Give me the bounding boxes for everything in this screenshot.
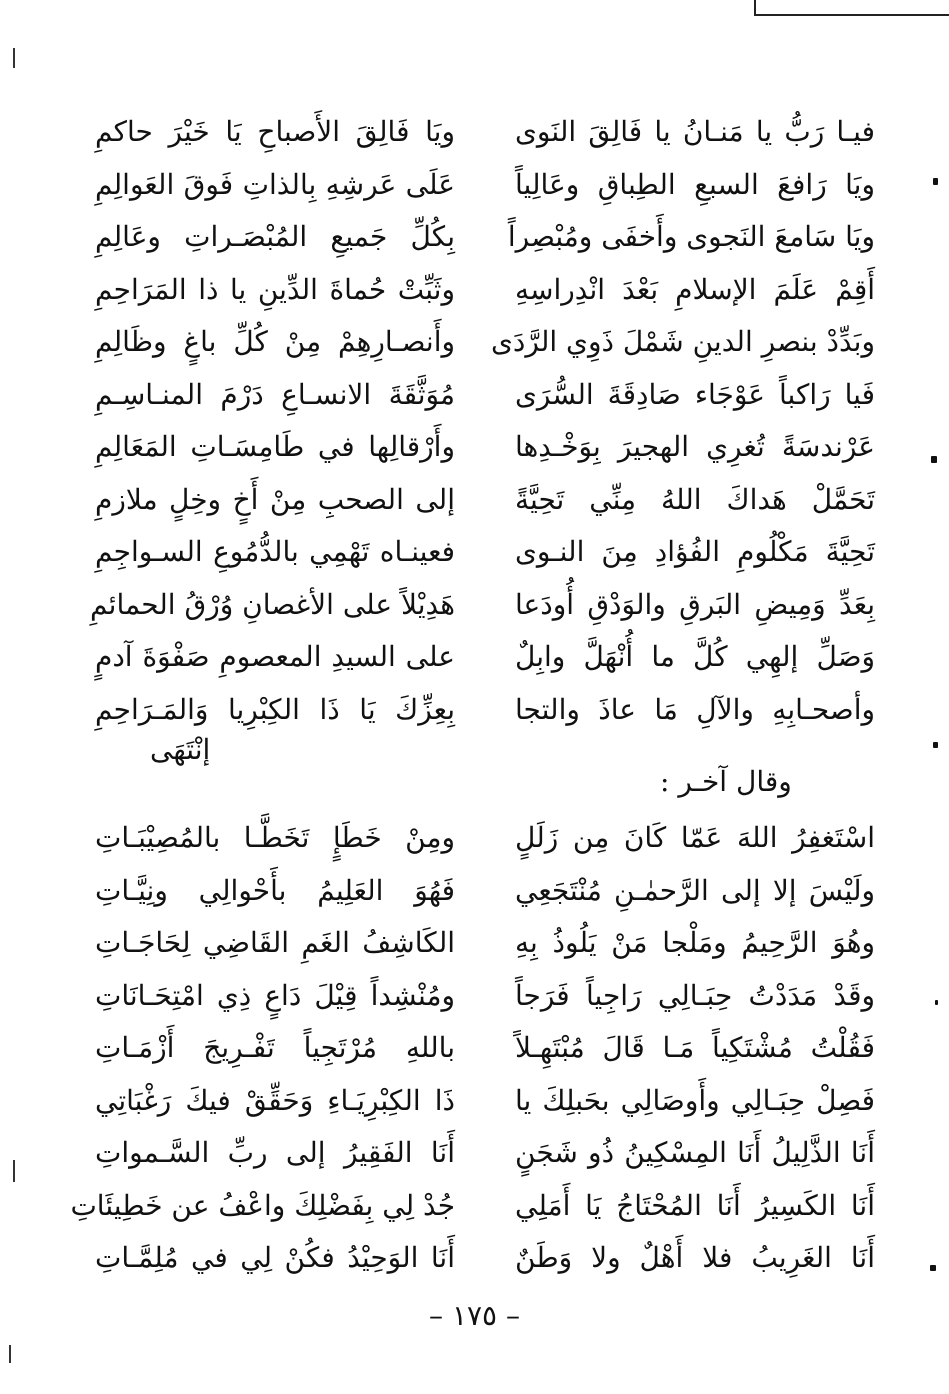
verse-line: [95, 970, 875, 1023]
verse-left-hemistich: وثَبِّتْ حُماةَ الدِّينِ يا ذا المَرَاحِمِ: [95, 272, 455, 306]
verse-left-hemistich: ويَا فَالِقَ الأَصباحِ يَا خَيْرَ حاكمِ: [95, 115, 455, 148]
verse-line: [95, 316, 875, 369]
verse-left-hemistich: أَنَا الفَقِيرُ إلى ربِّ السَّـمواتِ: [95, 1136, 455, 1169]
verse-line: [95, 264, 875, 317]
margin-tick: [9, 1345, 11, 1363]
end-marker: إنْتَهَى: [150, 733, 211, 766]
verse-left-hemistich: ذَا الكِبْرِيَـاءِ وَحَقِّقْ فيكَ رَغْبَاتِي: [95, 1083, 455, 1117]
page-number: – ١٧٥ –: [429, 1299, 520, 1332]
verse-right-hemistich: فيـا رَبُّ يا مَنـانُ يا فَالِقَ النَوى: [515, 115, 875, 148]
verse-left-hemistich: جُدْ لِي بِفَضْلِكَ واعْفُ عن خَطِيئَاتِ: [70, 1188, 455, 1222]
verse-left-hemistich: بِكُلِّ جَميعِ المُبْصَـراتِ وعَالِمِ: [95, 220, 455, 253]
verse-line: [95, 631, 875, 684]
verse-line: [95, 1022, 875, 1075]
verse-right-hemistich: وبَدِّدْ بنصرِ الدينِ شَمْلَ ذَوِي الرَّدَى: [491, 325, 875, 358]
verse-right-hemistich: اسْتَغفِرُ اللهَ عَمّا كَانَ مِن زَلَلٍ: [515, 821, 875, 854]
verse-line: [95, 159, 875, 212]
verse-line: [95, 474, 875, 527]
verse-left-hemistich: وأَرْقالِها في طَامِسَـاتِ المَعَالِمِ: [95, 430, 455, 463]
verse-right-hemistich: ويَا رَافعَ السبعِ الطِباقِ وعَالِياً: [515, 167, 875, 201]
verse-left-hemistich: باللهِ مُرْتَجِياً تَفْـرِيجَ أَزْمَـاتِ: [95, 1031, 455, 1064]
verse-left-hemistich: بِعِزِّكَ يَا ذَا الكِبْرِيا وَالمَـرَاحِمِ: [95, 692, 455, 726]
verse-right-hemistich: فَقُلْتُ مُشْتَكِياً مَـا قَالَ مُبْتَهِـلاً: [515, 1031, 875, 1064]
verse-line: [90, 579, 875, 632]
verse-right-hemistich: تَحَمَّلْ هَداكَ اللهُ مِنِّي تَحِيَّةً: [515, 482, 875, 516]
verse-left-hemistich: الكَاشِفُ الغَمِ القَاضِي لِحَاجَـاتِ: [95, 926, 455, 959]
margin-dot: [933, 178, 938, 185]
verse-right-hemistich: أَنَا الغَرِيبُ فلا أَهْلٌ ولا وَطَنٌ: [515, 1241, 875, 1274]
verse-line: [95, 917, 875, 970]
verse-left-hemistich: فَهُوَ العَلِيمُ بأَحْوالِي ونِيَّـاتِ: [95, 873, 455, 907]
verse-line: [70, 1180, 875, 1233]
verse-right-hemistich: أَنَا الذَّلِيلُ أَنَا المِسْكِينُ ذُو شَجَنٍ: [515, 1136, 875, 1169]
verse-right-hemistich: وهُوَ الرَّحِيمُ ومَلْجا مَنْ يَلُوذُ بِهِ: [515, 926, 875, 959]
verse-right-hemistich: عَرْندسَةً تُغرِي الهجيرَ بِوَخْـدِها: [515, 430, 875, 463]
verse-left-hemistich: مُوَثَّقَةَ الانسـاعِ دَرْمَ المنـاسِـمِ: [95, 377, 455, 411]
verse-line: [95, 211, 875, 264]
verse-line: [95, 526, 875, 579]
verse-right-hemistich: أَنَا الكَسِيرُ أَنَا المُحْتَاجُ يَا أَمَلِي: [515, 1188, 875, 1222]
verse-right-hemistich: وأصحـابِهِ والآلِ مَا عاذَ والتجا: [515, 692, 875, 726]
verse-right-hemistich: فَيا رَاكباً عَوْجَاء صَادِقَةَ السُّرَى: [515, 377, 875, 411]
verse-right-hemistich: بِعَدِّ وَمِيضِ البَرقِ والوَدْقِ أُودَعا: [515, 587, 875, 621]
poem-second: [70, 812, 875, 1285]
margin-tick: [13, 48, 15, 68]
verse-right-hemistich: وقَدْ مَدَدْتُ حِبَـالِي رَاجِياً فَرَجاً: [515, 978, 875, 1012]
verse-left-hemistich: هَدِيْلاً على الأغصانِ وُرْقُ الحمائمِ: [90, 587, 455, 621]
verse-right-hemistich: أَقِمْ عَلَمَ الإسلامِ بَعْدَ انْدِراسِهِ: [515, 272, 875, 306]
verse-right-hemistich: ويَا سَامعَ النَجوى وأَخفَى ومُبْصِراً: [507, 220, 875, 253]
margin-tick: [13, 1160, 15, 1182]
verse-line: [95, 1075, 875, 1128]
margin-dot: [935, 1000, 938, 1005]
verse-left-hemistich: إلى الصحبِ مِنْ أَخٍ وخِلٍ ملازمِ: [95, 482, 455, 516]
verse-left-hemistich: ومُنْشِداً قِيْلَ دَاعٍ ذِي امْتِحَـانَاتِ: [95, 978, 455, 1012]
verse-left-hemistich: فعينـاه تَهْمِي بالدُّمُوعِ السـواجِمِ: [95, 535, 455, 568]
verse-left-hemistich: عَلَى عَرشِهِ بِالذاتِ فَوقَ العَوالِمِ: [95, 167, 455, 201]
verse-left-hemistich: ومِنْ خَطَإٍ تَخَطَّـا بالمُصِيْبَـاتِ: [95, 821, 455, 854]
verse-left-hemistich: على السيدِ المعصومِ صَفْوَةَ آدمٍ: [95, 640, 455, 673]
page-frame-corner: [754, 0, 949, 16]
verse-right-hemistich: ولَيْسَ إلا إلى الرَّحمٰـنِ مُنْتَجَعِي: [515, 873, 875, 907]
verse-line: [95, 1232, 875, 1285]
verse-line: [95, 421, 875, 474]
margin-dot: [933, 742, 938, 748]
verse-right-hemistich: وَصَلِّ إلهِي كُلَّ ما أُنْهَلَّ وابِلٌ: [515, 640, 875, 673]
verse-line: [95, 684, 875, 737]
verse-right-hemistich: فَصِلْ حِبَـالِي وأَوصَالِي بحَبلِكَ يا: [515, 1083, 875, 1117]
verse-line: [95, 106, 875, 159]
section-heading: وقال آخـر :: [660, 765, 792, 798]
verse-left-hemistich: وأَنصـارِهِمْ مِنْ كُلِّ باغٍ وظَالِمِ: [95, 325, 455, 358]
verse-left-hemistich: أَنَا الوَحِيْدُ فكُنْ لِي في مُلِمَّـاتِ: [95, 1241, 455, 1274]
margin-dot: [931, 456, 937, 463]
margin-dot: [930, 1265, 936, 1271]
verse-right-hemistich: تَحِيَّةَ مَكْلُومِ الفُؤادِ مِنَ النـوى: [515, 535, 875, 568]
verse-line: [95, 865, 875, 918]
poem-first: [90, 106, 875, 736]
verse-line: [95, 369, 875, 422]
verse-line: [95, 812, 875, 865]
verse-line: [95, 1127, 875, 1180]
